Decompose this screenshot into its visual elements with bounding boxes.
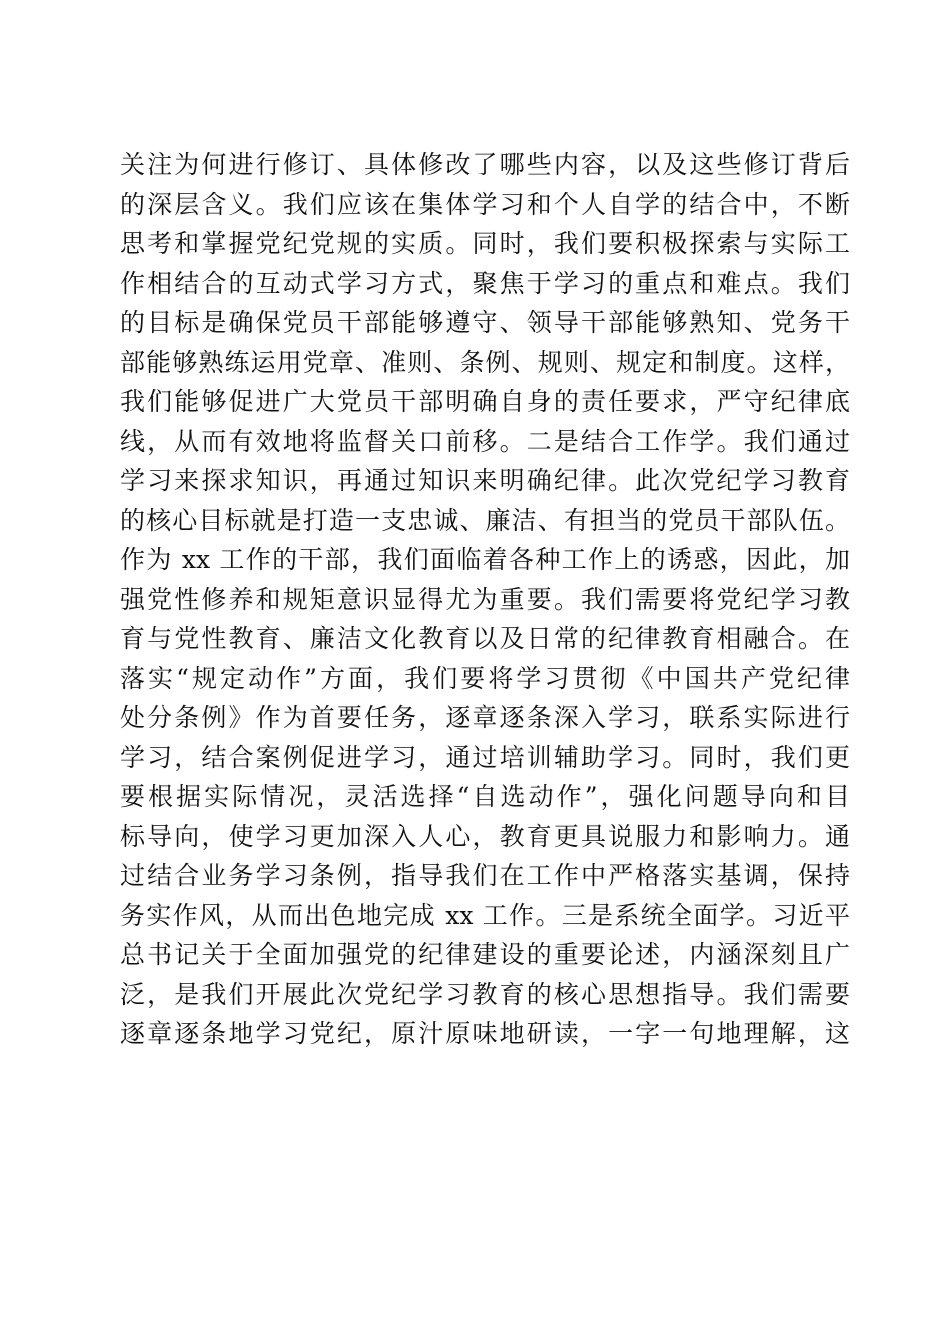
text-line: 学习来探求知识，再通过知识来明确纪律。此次党纪学习教育 bbox=[120, 466, 850, 495]
text-line: 线，从而有效地将监督关口前移。二是结合工作学。我们通过 bbox=[120, 426, 850, 456]
text-line: 标导向，使学习更加深入人心，教育更具说服力和影响力。通 bbox=[120, 821, 850, 851]
text-line: 务实作风，从而出色地完成 xx 工作。三是系统全面学。习近平 bbox=[120, 900, 850, 930]
text-line: 处分条例》作为首要任务，逐章逐条深入学习，联系实际进行 bbox=[120, 703, 850, 732]
text-line: 思考和掌握党纪党规的实质。同时，我们要积极探索与实际工 bbox=[120, 229, 850, 258]
text-line: 逐章逐条地学习党纪，原汁原味地研读，一字一句地理解，这 bbox=[120, 1019, 850, 1048]
text-line: 部能够熟练运用党章、准则、条例、规则、规定和制度。这样， bbox=[120, 347, 850, 377]
text-line: 的目标是确保党员干部能够遵守、领导干部能够熟知、党务干 bbox=[120, 308, 850, 337]
text-line: 我们能够促进广大党员干部明确自身的责任要求，严守纪律底 bbox=[120, 387, 850, 416]
text-line: 育与党性教育、廉洁文化教育以及日常的纪律教育相融合。在 bbox=[120, 624, 850, 653]
text-line: 要根据实际情况，灵活选择“自选动作”，强化问题导向和目 bbox=[120, 782, 850, 811]
text-line: 的核心目标就是打造一支忠诚、廉洁、有担当的党员干部队伍。 bbox=[120, 505, 850, 535]
text-line: 学习，结合案例促进学习，通过培训辅助学习。同时，我们更 bbox=[120, 742, 850, 772]
text-line: 作相结合的互动式学习方式，聚焦于学习的重点和难点。我们 bbox=[120, 268, 850, 298]
text-line: 关注为何进行修订、具体修改了哪些内容，以及这些修订背后 bbox=[120, 150, 850, 179]
text-line: 落实“规定动作”方面，我们要将学习贯彻《中国共产党纪律 bbox=[120, 663, 850, 693]
text-line: 过结合业务学习条例，指导我们在工作中严格落实基调，保持 bbox=[120, 861, 850, 890]
text-line: 作为 xx 工作的干部，我们面临着各种工作上的诱惑，因此，加 bbox=[120, 545, 850, 574]
text-line: 强党性修养和规矩意识显得尤为重要。我们需要将党纪学习教 bbox=[120, 584, 850, 614]
text-line: 泛，是我们开展此次党纪学习教育的核心思想指导。我们需要 bbox=[120, 979, 850, 1009]
body-text bbox=[120, 145, 850, 1054]
text-line: 总书记关于全面加强党的纪律建设的重要论述，内涵深刻且广 bbox=[120, 940, 850, 969]
text-line: 的深层含义。我们应该在集体学习和个人自学的结合中，不断 bbox=[120, 189, 850, 219]
